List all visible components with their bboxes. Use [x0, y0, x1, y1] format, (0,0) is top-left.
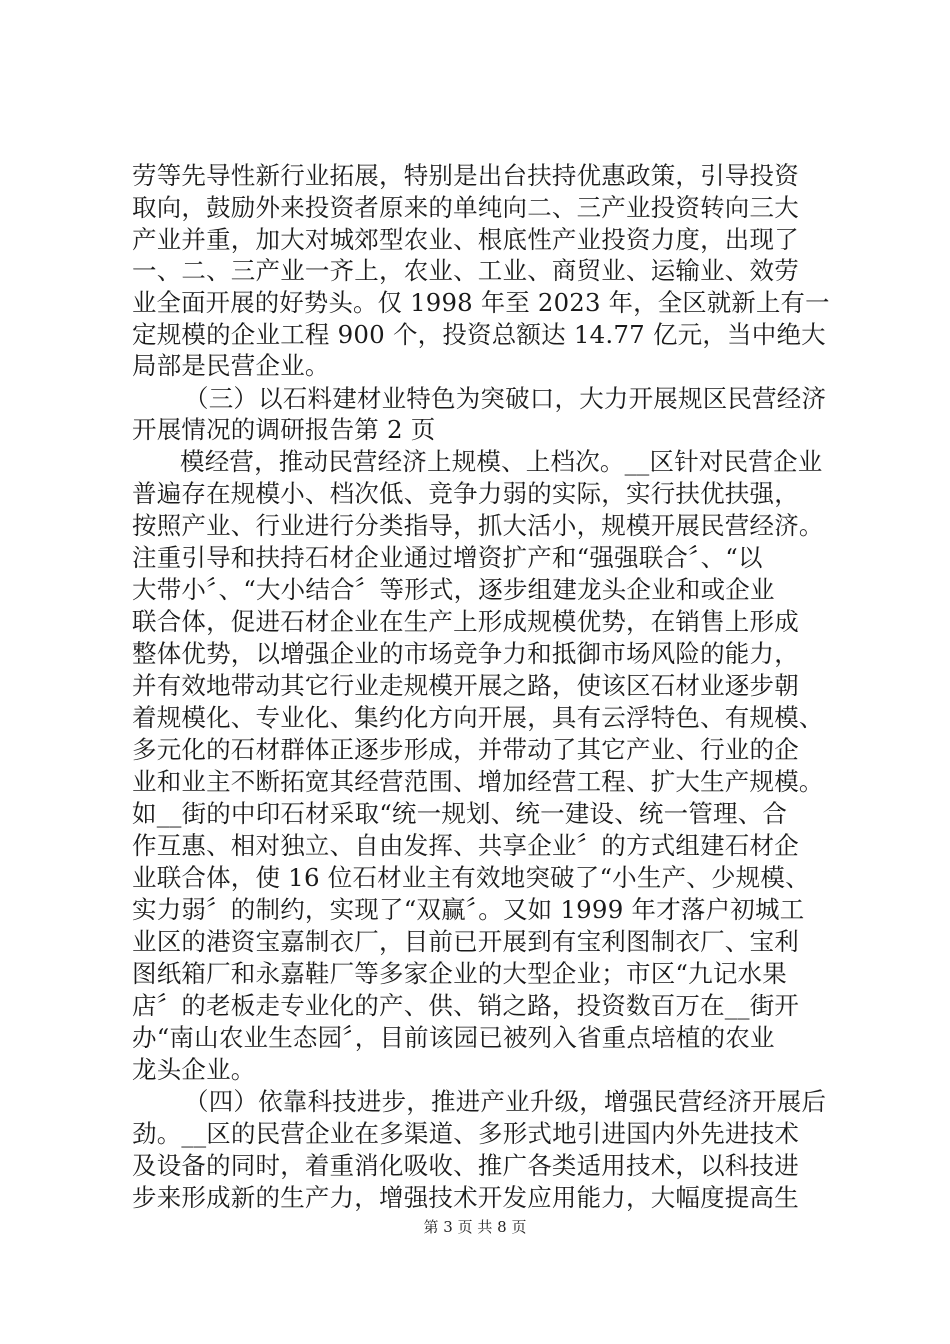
text-line: 注重引导和扶持石材企业通过增资扩产和“强强联合〞、“以 [132, 543, 763, 572]
text-line: 联合体，促进石材企业在生产上形成规模优势，在销售上形成 [132, 607, 799, 636]
text-line: 产业并重，加大对城郊型农业、根底性产业投资力度，出现了 [132, 225, 799, 254]
text-line: 龙头企业。 [132, 1055, 256, 1084]
text-line: 劲。__区的民营企业在多渠道、多形式地引进国内外先进技术 [132, 1119, 800, 1148]
text-line: 按照产业、行业进行分类指导，抓大活小，规模开展民营经济。 [132, 511, 824, 540]
text-line: 普遍存在规模小、档次低、竞争力弱的实际，实行扶优扶强， [132, 479, 799, 508]
text-line: 大带小〞、“大小结合〞等形式，逐步组建龙头企业和或企业 [132, 575, 775, 604]
text-line: 业联合体，使 16 位石材业主有效地突破了“小生产、少规模、 [132, 863, 810, 892]
text-line: 取向，鼓励外来投资者原来的单纯向二、三产业投资转向三大 [132, 193, 799, 222]
text-line: 局部是民营企业。 [132, 351, 330, 380]
text-line: 模经营，推动民营经济上规模、上档次。__区针对民营企业 [180, 447, 823, 476]
text-line: 如__街的中印石材采取“统一规划、统一建设、统一管理、合 [132, 799, 788, 828]
page-footer: 第 3 页 共 8 页 [423, 1218, 527, 1236]
text-line: 步来形成新的生产力，增强技术开发应用能力，大幅度提高生 [132, 1183, 799, 1212]
text-line: 办“南山农业生态园〞，目前该园已被列入省重点培植的农业 [132, 1023, 775, 1052]
text-line: 业全面开展的好势头。仅 1998 年至 2023 年，全区就新上有一 [132, 288, 830, 317]
text-line: （三）以石料建材业特色为突破口，大力开展规区民营经济 [184, 384, 827, 413]
text-line: 一、二、三产业一齐上，农业、工业、商贸业、运输业、效劳 [132, 256, 799, 285]
text-line: 业区的港资宝嘉制衣厂，目前已开展到有宝利图制衣厂、宝利 [132, 927, 799, 956]
text-line: 定规模的企业工程 900 个，投资总额达 14.77 亿元，当中绝大 [132, 320, 826, 349]
text-line: 业和业主不断拓宽其经营范围、增加经营工程、扩大生产规模。 [132, 767, 824, 796]
text-line: 图纸箱厂和永嘉鞋厂等多家企业的大型企业；市区“九记水果 [132, 959, 787, 988]
text-line: 多元化的石材群体正逐步形成，并带动了其它产业、行业的企 [132, 735, 799, 764]
text-line: 店〞的老板走专业化的产、供、销之路，投资数百万在__街开 [132, 991, 800, 1020]
text-line: 整体优势，以增强企业的市场竞争力和抵御市场风险的能力， [132, 639, 799, 668]
text-line: 着规模化、专业化、集约化方向开展，具有云浮特色、有规模、 [132, 703, 824, 732]
text-line: 作互惠、相对独立、自由发挥、共享企业〞的方式组建石材企 [132, 831, 799, 860]
text-line: （四）依靠科技进步，推进产业升级，增强民营经济开展后 [184, 1087, 827, 1116]
text-line: 并有效地带动其它行业走规模开展之路，使该区石材业逐步朝 [132, 671, 799, 700]
text-line: 实力弱〞的制约，实现了“双赢〞。又如 1999 年才落户初城工 [132, 895, 805, 924]
text-line: 开展情况的调研报告第 2 页 [132, 415, 436, 444]
text-line: 及设备的同时，着重消化吸收、推广各类适用技术，以科技进 [132, 1151, 799, 1180]
text-line: 劳等先导性新行业拓展，特别是出台扶持优惠政策，引导投资 [132, 161, 799, 190]
